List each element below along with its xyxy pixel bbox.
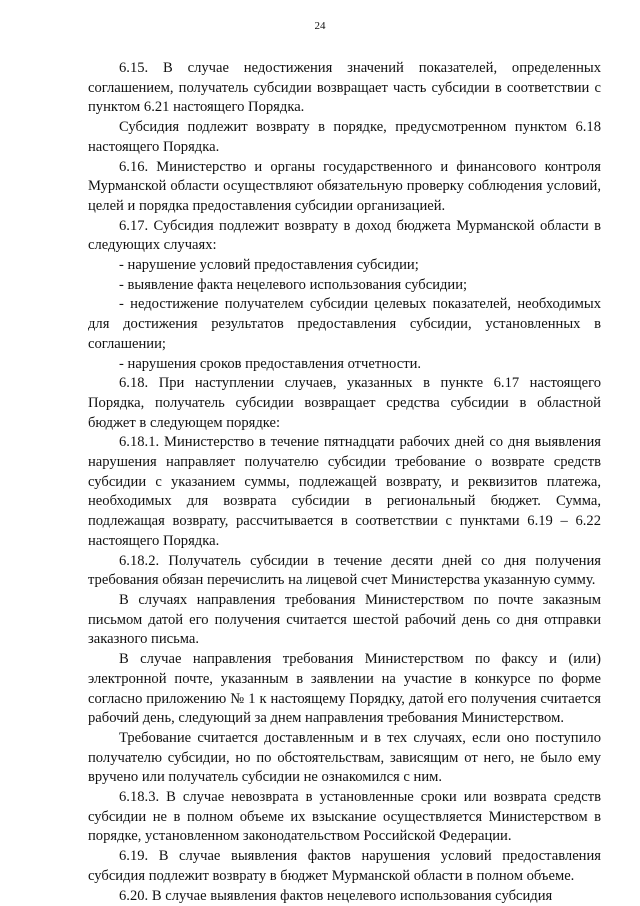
paragraph-6-16: 6.16. Министерство и органы государственного и финансового контроля Мурманской области осуществляют обязательную проверку соблюдения условий, целей и порядка предоставления субсидии организацией.: [88, 158, 601, 214]
paragraph-6-20: 6.20. В случае выявления фактов нецелевого использования субсидия: [119, 887, 553, 904]
document-body: [88, 59, 601, 906]
paragraph-6-18: 6.18. При наступлении случаев, указанных в пункте 6.17 настоящего Порядка, получатель субсидии возвращает средства субсидии в областной бюджет в следующем порядке:: [88, 375, 601, 431]
paragraph-6-15: 6.15. В случае недостижения значений показателей, определенных соглашением, получатель субсидии возвращает часть субсидии в соответствии с пунктом 6.21 настоящего Порядка.: [88, 60, 601, 116]
paragraph-subsidy-return: Субсидия подлежит возврату в порядке, предусмотренном пунктом 6.18 настоящего Порядка.: [88, 119, 601, 155]
list-item-reporting-deadlines: - нарушения сроков предоставления отчетности.: [119, 355, 422, 372]
paragraph-6-18-1: 6.18.1. Министерство в течение пятнадцати рабочих дней со дня выявления нарушения направляет получателю субсидии требование о возврате средств субсидии с указанием суммы, подлежащей возврату, и реквизитов платежа, необходимых для возврата субсидии в региональный бюджет. Сумма, подлежащая возврату, рассчитывается в соответствии с пунктами 6.19 – 6.22 настоящего Порядка.: [88, 434, 601, 549]
paragraph-delivered: Требование считается доставленным и в тех случаях, если оно поступило получателю субсидии, но по обстоятельствам, зависящим от него, не было ему вручено или получатель субсидии не ознакомился с ним.: [88, 729, 601, 786]
page-number: 24: [314, 20, 326, 32]
list-item-targets-not-met: - недостижение получателем субсидии целевых показателей, необходимых для достижения результатов предоставления субсидии, установленных в соглашении;: [88, 296, 601, 352]
paragraph-6-18-3: 6.18.3. В случае невозврата в установленные сроки или возврата средств субсидии не в полном объеме их взыскание осуществляется Министерством в порядке, установленном законодательством Российской Федерации.: [88, 789, 601, 845]
paragraph-6-17: 6.17. Субсидия подлежит возврату в доход бюджета Мурманской области в следующих случаях:: [88, 217, 601, 254]
paragraph-6-18-2: 6.18.2. Получатель субсидии в течение десяти дней со дня получения требования обязан перечислить на лицевой счет Министерства указанную сумму.: [88, 552, 601, 589]
paragraph-fax-email: В случае направления требования Министерством по факсу и (или) электронной почте, указанным в заявлении на участие в конкурсе по форме согласно приложению № 1 к настоящему Порядку, датой его получения считается рабочий день, следующий за днем направления требования Министерством.: [88, 651, 601, 727]
paragraph-registered-mail: В случаях направления требования Министерством по почте заказным письмом датой его получения считается шестой рабочий день со дня отправки заказного письма.: [88, 591, 601, 648]
list-item-misuse: - выявление факта нецелевого использования субсидии;: [119, 276, 468, 293]
paragraph-6-19: 6.19. В случае выявления фактов нарушения условий предоставления субсидия подлежит возврату в бюджет Мурманской области в полном объеме.: [88, 848, 601, 884]
list-item-violation-conditions: - нарушение условий предоставления субсидии;: [119, 257, 419, 274]
